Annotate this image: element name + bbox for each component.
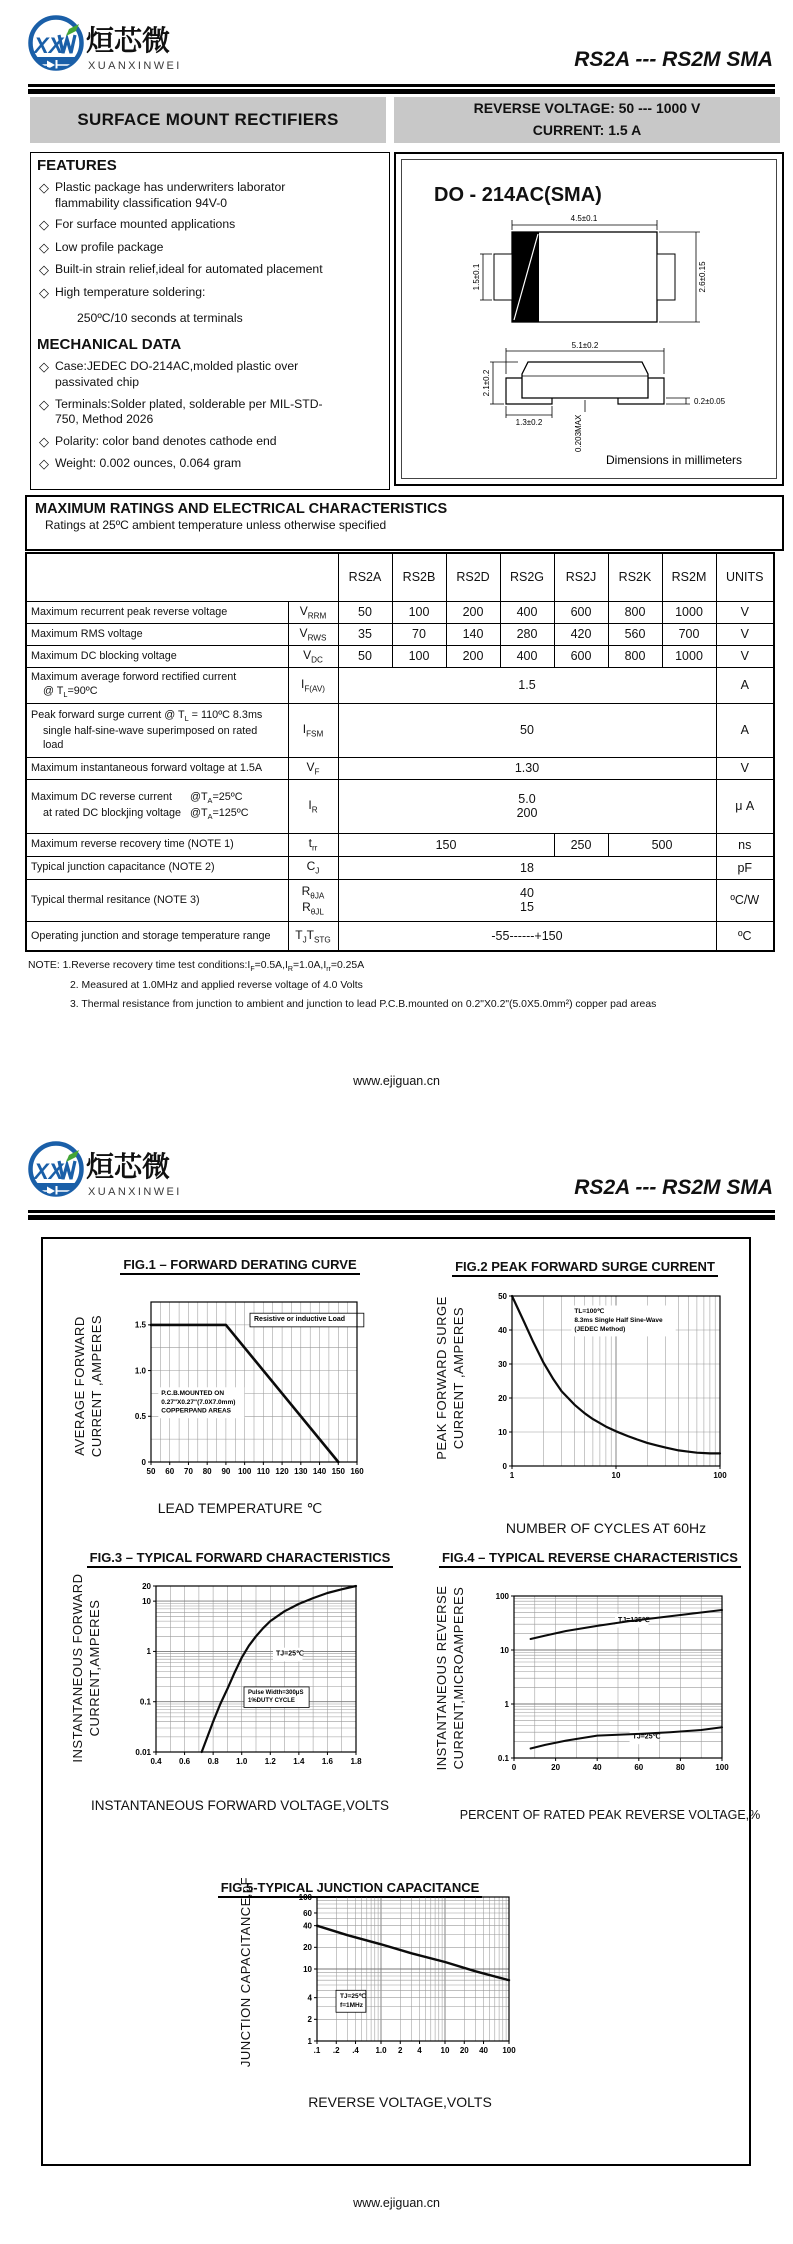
table-header-cell: RS2J xyxy=(554,553,608,601)
company-logo xyxy=(26,12,266,76)
reverse-voltage-label: REVERSE VOLTAGE: 50 --- 1000 V xyxy=(473,100,701,117)
value-cell: 420 xyxy=(554,623,608,645)
svg-text:2: 2 xyxy=(398,2046,403,2055)
unit-cell: V xyxy=(716,623,774,645)
mechanical-title: MECHANICAL DATA xyxy=(37,336,182,354)
fig4-chart xyxy=(478,1588,734,1784)
package-outline-drawing xyxy=(402,212,778,474)
value-cell: 40 15 xyxy=(338,879,716,921)
symbol-cell: $I_{F(AV)}$ xyxy=(288,667,338,703)
value-cell: 800 xyxy=(608,645,662,667)
value-cell: 150 xyxy=(338,833,554,856)
svg-text:0.2±0.05: 0.2±0.05 xyxy=(694,397,726,406)
list-item xyxy=(39,262,389,279)
svg-text:10: 10 xyxy=(142,1596,151,1606)
product-type-banner xyxy=(30,97,386,143)
svg-text:.1: .1 xyxy=(313,2046,321,2055)
svg-text:4: 4 xyxy=(417,2046,422,2055)
table-header-cell: RS2B xyxy=(392,553,446,601)
svg-text:烜芯微: 烜芯微 xyxy=(86,25,171,56)
value-cell: 600 xyxy=(554,645,608,667)
list-item-text: Polarity: color band denotes cathode end xyxy=(55,433,277,448)
list-item-text: Weight: 0.002 ounces, 0.064 gram xyxy=(55,456,242,471)
svg-text:0.5: 0.5 xyxy=(134,1412,146,1422)
features-box xyxy=(30,152,390,490)
svg-text:1.2: 1.2 xyxy=(264,1757,276,1766)
table-header-cell: RS2G xyxy=(500,553,554,601)
table-header-cell: RS2K xyxy=(608,553,662,601)
list-item xyxy=(39,397,389,428)
svg-text:100: 100 xyxy=(715,1763,729,1772)
svg-text:2: 2 xyxy=(307,2015,312,2025)
header2-rule-bottom xyxy=(28,1215,775,1220)
svg-text:0.1: 0.1 xyxy=(497,1753,509,1763)
parameter-label-cell: Maximum average forword rectified current @ $T_L=90ºC$ xyxy=(26,667,288,703)
fig2-y-axis-label: PEAK FORWARD SURGE CURRENT ,AMPERES xyxy=(434,1296,466,1460)
note-line: 2. Measured at 1.0MHz and applied reverse voltage of 4.0 Volts xyxy=(70,980,363,992)
svg-text:1: 1 xyxy=(307,2036,312,2046)
table-row xyxy=(26,645,774,667)
svg-text:.4: .4 xyxy=(352,2046,359,2055)
svg-text:1: 1 xyxy=(504,1699,509,1709)
parameter-label-cell: Maximum instantaneous forward voltage at 1.5A xyxy=(26,757,288,779)
svg-text:1: 1 xyxy=(509,1471,515,1480)
parameter-label-cell: Typical junction capacitance (NOTE 2) xyxy=(26,856,288,879)
table-header-cell: RS2A xyxy=(338,553,392,601)
value-cell: 800 xyxy=(608,601,662,623)
svg-text:P.C.B.MOUNTED ON: P.C.B.MOUNTED ON xyxy=(161,1389,225,1397)
value-cell: 200 xyxy=(446,601,500,623)
svg-text:COPPERPAND AREAS: COPPERPAND AREAS xyxy=(161,1407,232,1415)
parameter-label-cell: Maximum DC blocking voltage xyxy=(26,645,288,667)
svg-text:10: 10 xyxy=(498,1427,507,1437)
diamond-bullet-icon: ◇ xyxy=(39,180,49,195)
svg-text:1.5±0.1: 1.5±0.1 xyxy=(472,263,481,291)
list-item xyxy=(39,285,389,302)
svg-text:1.3±0.2: 1.3±0.2 xyxy=(515,418,543,427)
fig2-x-axis-label: NUMBER OF CYCLES AT 60Hz xyxy=(505,1520,707,1536)
table-row xyxy=(26,856,774,879)
company-logo-page2 xyxy=(26,1138,266,1202)
list-item xyxy=(39,359,389,390)
svg-text:60: 60 xyxy=(165,1467,175,1476)
svg-text:XUANXINWEI: XUANXINWEI xyxy=(88,60,182,72)
value-cell: 50 xyxy=(338,601,392,623)
parameter-label-cell: Maximum RMS voltage xyxy=(26,623,288,645)
symbol-cell: $V_F$ xyxy=(288,757,338,779)
part-number-title-page2: RS2A --- RS2M SMA xyxy=(574,1176,773,1199)
svg-text:0.4: 0.4 xyxy=(150,1757,162,1766)
unit-cell: μ A xyxy=(716,779,774,833)
value-cell: 560 xyxy=(608,623,662,645)
svg-text:f=1MHz: f=1MHz xyxy=(340,2001,363,2009)
symbol-cell: $C_J$ xyxy=(288,856,338,879)
svg-text:Dimensions in millimeters: Dimensions in millimeters xyxy=(605,453,743,467)
value-cell: 5.0 200 xyxy=(338,779,716,833)
svg-text:烜芯微: 烜芯微 xyxy=(86,1151,171,1182)
diamond-bullet-icon: ◇ xyxy=(39,433,49,449)
svg-text:1.0: 1.0 xyxy=(375,2046,387,2055)
value-cell: 100 xyxy=(392,601,446,623)
svg-text:0.1: 0.1 xyxy=(139,1697,151,1707)
parameter-label-cell: Typical thermal resitance (NOTE 3) xyxy=(26,879,288,921)
unit-cell: V xyxy=(716,645,774,667)
svg-text:60: 60 xyxy=(303,1908,312,1918)
svg-text:20: 20 xyxy=(303,1943,312,1953)
fig3-title: FIG.3 – TYPICAL FORWARD CHARACTERISTICS xyxy=(87,1550,394,1568)
svg-text:Pulse Width=300μS: Pulse Width=300μS xyxy=(248,1689,304,1696)
parameter-label-cell: Maximum DC reverse current $@T_A=25ºC$ at rated DC blockjing voltage $@T_A=125ºC$ xyxy=(26,779,288,833)
fig5-title: FIG.5-TYPICAL JUNCTION CAPACITANCE xyxy=(218,1880,483,1898)
fig4-title: FIG.4 – TYPICAL REVERSE CHARACTERISTICS xyxy=(439,1550,741,1568)
ratings-table xyxy=(25,552,775,952)
fig1-y-axis-label: AVERAGE FORWARD CURRENT ,AMPERES xyxy=(72,1314,104,1458)
value-cell: 100 xyxy=(392,645,446,667)
fig1-title: FIG.1 – FORWARD DERATING CURVE xyxy=(120,1257,359,1275)
svg-text:TJ=25℃: TJ=25℃ xyxy=(632,1733,661,1741)
package-drawing-box xyxy=(394,152,784,486)
unit-cell: A xyxy=(716,703,774,757)
symbol-cell: $T_JT_{STG}$ xyxy=(288,921,338,951)
svg-text:100: 100 xyxy=(298,1892,312,1902)
svg-text:80: 80 xyxy=(202,1467,212,1476)
value-cell: 1.5 xyxy=(338,667,716,703)
svg-text:100: 100 xyxy=(237,1467,252,1476)
svg-text:0.6: 0.6 xyxy=(179,1757,191,1766)
svg-text:10: 10 xyxy=(611,1471,621,1480)
list-item xyxy=(39,217,389,234)
fig5-chart xyxy=(283,1889,521,2065)
fig3-x-axis-label: INSTANTANEOUS FORWARD VOLTAGE,VOLTS xyxy=(90,1798,390,1813)
svg-text:160: 160 xyxy=(350,1467,364,1476)
svg-text:100: 100 xyxy=(495,1591,509,1601)
svg-text:140: 140 xyxy=(312,1467,327,1476)
svg-text:100: 100 xyxy=(502,2046,516,2055)
fig1-x-axis-label: LEAD TEMPERATURE ℃ xyxy=(157,1500,323,1516)
value-cell: 700 xyxy=(662,623,716,645)
parameter-label-cell: Maximum recurrent peak reverse voltage xyxy=(26,601,288,623)
svg-text:40: 40 xyxy=(592,1763,602,1772)
svg-text:110: 110 xyxy=(256,1467,270,1476)
svg-text:1.0: 1.0 xyxy=(134,1366,146,1376)
parameter-label-cell: Operating junction and storage temperature range xyxy=(26,921,288,951)
value-cell: 70 xyxy=(392,623,446,645)
list-item-text: Case:JEDEC DO-214AC,molded plastic over passivated chip xyxy=(55,359,299,389)
mechanical-list xyxy=(31,359,389,473)
ratings-title: MAXIMUM RATINGS AND ELECTRICAL CHARACTERISTICS xyxy=(35,501,448,517)
part-number-title: RS2A --- RS2M SMA xyxy=(574,48,773,71)
parameter-label-cell: Peak forward surge current @ $T_L$ = 110ºC 8.3ms single half-sine-wave superimposed on rated load xyxy=(26,703,288,757)
fig1-chart xyxy=(115,1292,365,1488)
table-header-row xyxy=(26,553,774,601)
fig2-title: FIG.2 PEAK FORWARD SURGE CURRENT xyxy=(452,1259,718,1277)
package-name: DO - 214AC(SMA) xyxy=(434,184,602,206)
svg-text:1.4: 1.4 xyxy=(293,1757,305,1766)
table-row xyxy=(26,703,774,757)
value-cell: 50 xyxy=(338,645,392,667)
svg-text:1.6: 1.6 xyxy=(321,1757,333,1766)
symbol-cell: $V_{RWS}$ xyxy=(288,623,338,645)
svg-text:4.5±0.1: 4.5±0.1 xyxy=(570,214,598,223)
header2-rule-top xyxy=(28,1210,775,1213)
svg-text:90: 90 xyxy=(221,1467,231,1476)
value-cell: 200 xyxy=(446,645,500,667)
website-footer-page2: www.ejiguan.cn xyxy=(353,2196,440,2210)
svg-text:120: 120 xyxy=(275,1467,289,1476)
symbol-cell: $V_{DC}$ xyxy=(288,645,338,667)
symbol-cell: $I_R$ xyxy=(288,779,338,833)
symbol-cell: $I_{FSM}$ xyxy=(288,703,338,757)
diamond-bullet-icon: ◇ xyxy=(39,217,49,233)
list-item-text: 250ºC/10 seconds at terminals xyxy=(77,310,243,325)
table-row xyxy=(26,601,774,623)
svg-text:2.6±0.15: 2.6±0.15 xyxy=(698,261,707,293)
list-item-text: Plastic package has underwriters laborator flammability classification 94V-0 xyxy=(55,180,286,210)
table-header-cell: RS2M xyxy=(662,553,716,601)
svg-text:0: 0 xyxy=(141,1457,146,1467)
svg-text:1%DUTY CYCLE: 1%DUTY CYCLE xyxy=(248,1698,295,1705)
fig3-y-axis-label: INSTANTANEOUS FORWARD CURRENT,AMPERES xyxy=(70,1573,102,1763)
header-rule-top xyxy=(28,84,775,87)
svg-text:XX: XX xyxy=(34,1159,64,1184)
diamond-bullet-icon: ◇ xyxy=(39,456,49,472)
symbol-cell: $V_{RRM}$ xyxy=(288,601,338,623)
svg-text:40: 40 xyxy=(498,1325,507,1335)
features-title: FEATURES xyxy=(37,157,117,174)
svg-text:0: 0 xyxy=(511,1763,517,1772)
features-list xyxy=(31,180,389,326)
svg-text:60: 60 xyxy=(634,1763,644,1772)
table-row xyxy=(26,921,774,951)
svg-text:40: 40 xyxy=(303,1921,312,1931)
header-rule-bottom xyxy=(28,89,775,94)
svg-text:80: 80 xyxy=(675,1763,685,1772)
svg-text:70: 70 xyxy=(184,1467,193,1476)
ratings-header-box xyxy=(25,495,784,551)
svg-text:4: 4 xyxy=(307,1993,312,2003)
fig4-x-axis-label: PERCENT OF RATED PEAK REVERSE VOLTAGE,% xyxy=(459,1808,761,1822)
svg-text:1.0: 1.0 xyxy=(236,1757,248,1766)
svg-text:5.1±0.2: 5.1±0.2 xyxy=(571,341,599,350)
list-item-text: For surface mounted applications xyxy=(55,217,236,232)
symbol-cell: $t_{rr}$ xyxy=(288,833,338,856)
svg-text:XX: XX xyxy=(34,33,64,58)
diamond-bullet-icon: ◇ xyxy=(39,239,49,255)
list-item-text: Low profile package xyxy=(55,239,164,254)
value-cell: 400 xyxy=(500,645,554,667)
value-cell: 250 xyxy=(554,833,608,856)
package-drawing-inner-frame xyxy=(401,159,777,479)
ratings-subtitle: Ratings at 25ºC ambient temperature unless otherwise specified xyxy=(45,518,387,532)
website-footer-page1: www.ejiguan.cn xyxy=(353,1074,440,1088)
svg-text:150: 150 xyxy=(331,1467,345,1476)
svg-text:100: 100 xyxy=(713,1471,727,1480)
note-line: 3. Thermal resistance from junction to ambient and junction to lead P.C.B.mounted on 0.2"X0.2"(5.0X5.0mm²) copper pad areas xyxy=(70,999,657,1011)
current-label: CURRENT: 1.5 A xyxy=(532,122,642,138)
fig2-chart xyxy=(478,1284,734,1492)
unit-cell: ºC/W xyxy=(716,879,774,921)
table-header-empty-cell xyxy=(26,553,338,601)
value-cell: 140 xyxy=(446,623,500,645)
svg-text:0: 0 xyxy=(502,1461,507,1471)
parameter-label-cell: Maximum reverse recovery time (NOTE 1) xyxy=(26,833,288,856)
value-cell: 35 xyxy=(338,623,392,645)
svg-text:20: 20 xyxy=(498,1393,507,1403)
product-type-label: SURFACE MOUNT RECTIFIERS xyxy=(77,110,339,129)
unit-cell: V xyxy=(716,757,774,779)
value-cell: 1.30 xyxy=(338,757,716,779)
table-row xyxy=(26,757,774,779)
ratings-table-container xyxy=(25,552,775,952)
fig3-chart xyxy=(118,1578,364,1778)
fig5-y-axis-label: JUNCTION CAPACITANCE,pF xyxy=(238,1876,253,2068)
list-item-text: Terminals:Solder plated, solderable per MIL-STD- 750, Method 2026 xyxy=(55,396,323,427)
svg-text:XUANXINWEI: XUANXINWEI xyxy=(88,1186,182,1198)
svg-text:TJ=125℃: TJ=125℃ xyxy=(618,1616,650,1624)
svg-text:0.01: 0.01 xyxy=(135,1747,151,1757)
table-header-cell: UNITS xyxy=(716,553,774,601)
ratings-banner xyxy=(394,97,780,143)
svg-text:8.3ms Single Half Sine-Wave: 8.3ms Single Half Sine-Wave xyxy=(574,1316,663,1324)
svg-text:50: 50 xyxy=(146,1467,156,1476)
svg-text:10: 10 xyxy=(303,1964,312,1974)
svg-text:0.203MAX: 0.203MAX xyxy=(574,414,583,452)
unit-cell: ns xyxy=(716,833,774,856)
table-row xyxy=(26,667,774,703)
svg-text:2.1±0.2: 2.1±0.2 xyxy=(482,369,491,397)
note-line: NOTE: 1.Reverse recovery time test $conditions:I_F=0.5A,I_R=1.0A,I_{rr}=0.25A$ xyxy=(28,960,365,974)
svg-text:130: 130 xyxy=(294,1467,308,1476)
svg-text:30: 30 xyxy=(498,1359,507,1369)
svg-text:20: 20 xyxy=(142,1581,151,1591)
value-cell: 400 xyxy=(500,601,554,623)
svg-text:1.8: 1.8 xyxy=(350,1757,362,1766)
value-cell: -55------+150 xyxy=(338,921,716,951)
table-row xyxy=(26,833,774,856)
value-cell: 1000 xyxy=(662,601,716,623)
table-notes xyxy=(28,956,780,1015)
list-item xyxy=(39,180,389,211)
svg-text:TL=100℃: TL=100℃ xyxy=(574,1308,605,1315)
svg-text:.2: .2 xyxy=(332,2046,340,2055)
table-row xyxy=(26,623,774,645)
unit-cell: A xyxy=(716,667,774,703)
list-item xyxy=(39,240,389,257)
unit-cell: pF xyxy=(716,856,774,879)
table-row xyxy=(26,779,774,833)
svg-text:0.8: 0.8 xyxy=(207,1757,219,1766)
list-item-text: Built-in strain relief,ideal for automated placement xyxy=(55,262,323,277)
svg-text:10: 10 xyxy=(440,2046,450,2055)
value-cell: 1000 xyxy=(662,645,716,667)
list-item xyxy=(39,456,389,473)
svg-text:TJ=25℃: TJ=25℃ xyxy=(340,1992,366,2000)
table-header-cell: RS2D xyxy=(446,553,500,601)
diamond-bullet-icon: ◇ xyxy=(39,285,49,301)
value-cell: 280 xyxy=(500,623,554,645)
unit-cell: ºC xyxy=(716,921,774,951)
list-item xyxy=(77,311,389,327)
svg-text:40: 40 xyxy=(479,2046,488,2055)
svg-text:1.5: 1.5 xyxy=(134,1320,146,1330)
svg-text:20: 20 xyxy=(459,2046,469,2055)
unit-cell: V xyxy=(716,601,774,623)
svg-text:1: 1 xyxy=(146,1647,151,1657)
symbol-cell: $R_{\theta JA}$ $R_{\theta JL}$ xyxy=(288,879,338,921)
value-cell: 18 xyxy=(338,856,716,879)
svg-text:10: 10 xyxy=(500,1645,509,1655)
list-item xyxy=(39,434,389,451)
list-item-text: High temperature soldering: xyxy=(55,285,206,300)
fig4-y-axis-label: INSTANTANEOUS REVERSE CURRENT,MICROAMPERES xyxy=(434,1585,466,1771)
svg-text:50: 50 xyxy=(498,1291,507,1301)
table-row xyxy=(26,879,774,921)
svg-text:(JEDEC Method): (JEDEC Method) xyxy=(574,1325,626,1333)
diamond-bullet-icon: ◇ xyxy=(39,262,49,278)
value-cell: 50 xyxy=(338,703,716,757)
svg-text:20: 20 xyxy=(551,1763,561,1772)
diamond-bullet-icon: ◇ xyxy=(39,359,49,375)
svg-text:0.27"X0.27"(7.0X7.0mm): 0.27"X0.27"(7.0X7.0mm) xyxy=(161,1398,236,1406)
svg-text:Resistive or inductive Load: Resistive or inductive Load xyxy=(254,1316,346,1324)
svg-text:TJ=25℃: TJ=25℃ xyxy=(276,1650,304,1658)
value-cell: 600 xyxy=(554,601,608,623)
fig5-x-axis-label: REVERSE VOLTAGE,VOLTS xyxy=(308,2094,492,2110)
diamond-bullet-icon: ◇ xyxy=(39,396,49,412)
value-cell: 500 xyxy=(608,833,716,856)
